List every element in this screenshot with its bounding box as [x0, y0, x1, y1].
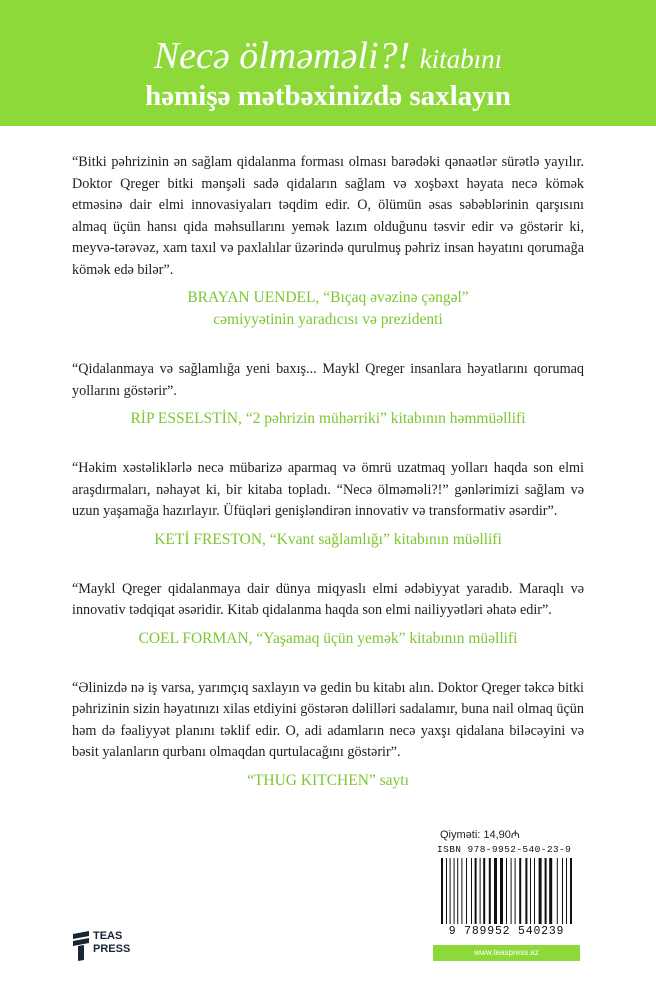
barcode-bar	[515, 858, 516, 924]
barcode-bar	[471, 858, 472, 924]
attribution-line: KETİ FRESTON, “Kvant sağlamlığı” kitabının müəllifi	[154, 530, 502, 548]
barcode-bar	[519, 858, 521, 924]
barcode-bar	[450, 858, 451, 924]
book-title-suffix: kitabını	[419, 44, 503, 74]
cover-title-line1	[0, 36, 656, 79]
barcode-bar	[454, 858, 455, 924]
barcode-bar	[441, 858, 443, 924]
testimonial	[72, 678, 584, 792]
testimonial-attribution	[72, 408, 584, 430]
barcode-bar	[539, 858, 542, 924]
barcode-bar	[466, 858, 467, 924]
testimonial-attribution	[72, 770, 584, 792]
barcode-bar	[549, 858, 552, 924]
testimonial-text: “Əlinizdə nə iş varsa, yarımçıq saxlayın və gedin bu kitabı alın. Doktor Qreger təkcə bitki pəhrizinin sizin həyatınızı xilas etdiyini göstərən dəlilləri sadalamır, buna nail olmaq üçün həm də fəaliyyət planını təklif edir. O, adi adamların necə yaxşı qidalana biləcəyini və bəsit yalanların qurbanı olmaqdan qurtulacağını göstərir”.	[72, 679, 584, 760]
testimonial-attribution	[72, 628, 584, 650]
barcode-bar	[566, 858, 567, 924]
publisher-name-line: PRESS	[93, 943, 131, 955]
testimonial-text: “Həkim xəstəliklərlə necə mübarizə aparmaq və ömrü uzatmaq yolları haqda son elmi araşdırmaları, nəhayət ki, bir kitaba topladı. “Necə ölməməli?!” gənlərimizi sağlam və uzun yaşamağa hazırlayır. Üfüqləri genişləndirən innovativ və transformativ əsərdir”.	[72, 460, 584, 519]
testimonials	[72, 152, 584, 820]
testimonial-text: “Maykl Qreger qidalanmaya dair dünya miqyaslı elmi ədəbiyyat yaradıb. Maraqlı və innovativ tədqiqat əsəridir. Kitab qidalanma haqda son elmi nailiyyətləri əhatə edir”.	[72, 580, 584, 618]
barcode	[433, 844, 580, 942]
barcode-digits: 9 789952 540239	[448, 925, 565, 938]
barcode-bar	[534, 858, 535, 924]
publisher-logo	[72, 928, 152, 964]
barcode-bar	[530, 858, 531, 924]
testimonial	[72, 579, 584, 650]
price-label: Qiymətі: 14,90₼	[440, 829, 520, 841]
testimonial	[72, 359, 584, 430]
barcode-bar	[489, 858, 491, 924]
book-title: Necə ölməməli?!	[153, 35, 411, 77]
barcode-bar	[506, 858, 507, 924]
barcode-bar	[545, 858, 547, 924]
isbn-label: ISBN 978-9952-540-23-9	[437, 844, 572, 855]
attribution-line: RİP ESSELSTİN, “2 pəhrizin mühərriki” kitabının həmmüəllifi	[130, 410, 526, 427]
publisher-website: www.teaspress.az	[433, 945, 580, 961]
barcode-bar	[511, 858, 512, 924]
cover-title-line2: həmişə mətbəxinizdə saxlayın	[145, 80, 511, 112]
barcode-bar	[525, 858, 527, 924]
attribution-line: COEL FORMAN, “Yaşamaq üçün yemək” kitabının müəllifi	[138, 629, 518, 647]
publisher-name-line: TEAS	[93, 930, 123, 942]
testimonial-attribution	[72, 287, 584, 331]
barcode-bar	[457, 858, 458, 924]
barcode-bars	[439, 858, 575, 924]
barcode-bar	[562, 858, 563, 924]
barcode-bar	[475, 858, 477, 924]
cover-header	[0, 0, 656, 126]
testimonial	[72, 152, 584, 331]
attribution-line: BRAYAN UENDEL, “Bıçaq əvəzinə çəngəl”	[187, 289, 469, 306]
testimonial-text: “Bitki pəhrizinin ən sağlam qidalanma forması olması barədəki qənaətlər sürətlə yayılır. Doktor Qreger bitki mənşəli sadə qidaların sağlam və xoşbəxt həyata necə kömək etməsinə dair elmi innovasiyaları təqdim edir. O, ölümün əsas səbəblərinin qarşısını almaq üçün hansı qida məhsullarını yemək lazım olduğunu təsvir edir və göstərir ki, meyvə-tərəvəz, xam taxıl və paxlalılar üzərində qurulmuş pəhriz insan həyatını qorumağa kömək edə bilər”.	[72, 154, 584, 278]
barcode-bar	[570, 858, 572, 924]
book-pages-icon	[72, 930, 90, 962]
barcode-bar	[480, 858, 481, 924]
attribution-line: cəmiyyətinin yaradıcısı və prezidenti	[213, 311, 443, 328]
barcode-bar	[461, 858, 462, 924]
barcode-bar	[557, 858, 558, 924]
barcode-bar	[446, 858, 447, 924]
testimonial-text: “Qidalanmaya və sağlamlığa yeni baxış... Maykl Qreger insanlara həyatlarını qorumaq yollarını göstərir”.	[72, 361, 584, 399]
barcode-bar	[494, 858, 497, 924]
barcode-bar	[483, 858, 485, 924]
testimonial	[72, 458, 584, 551]
attribution-line: “THUG KITCHEN” saytı	[247, 771, 409, 789]
barcode-bar	[500, 858, 503, 924]
publisher-name	[93, 930, 130, 956]
testimonial-attribution	[72, 529, 584, 551]
